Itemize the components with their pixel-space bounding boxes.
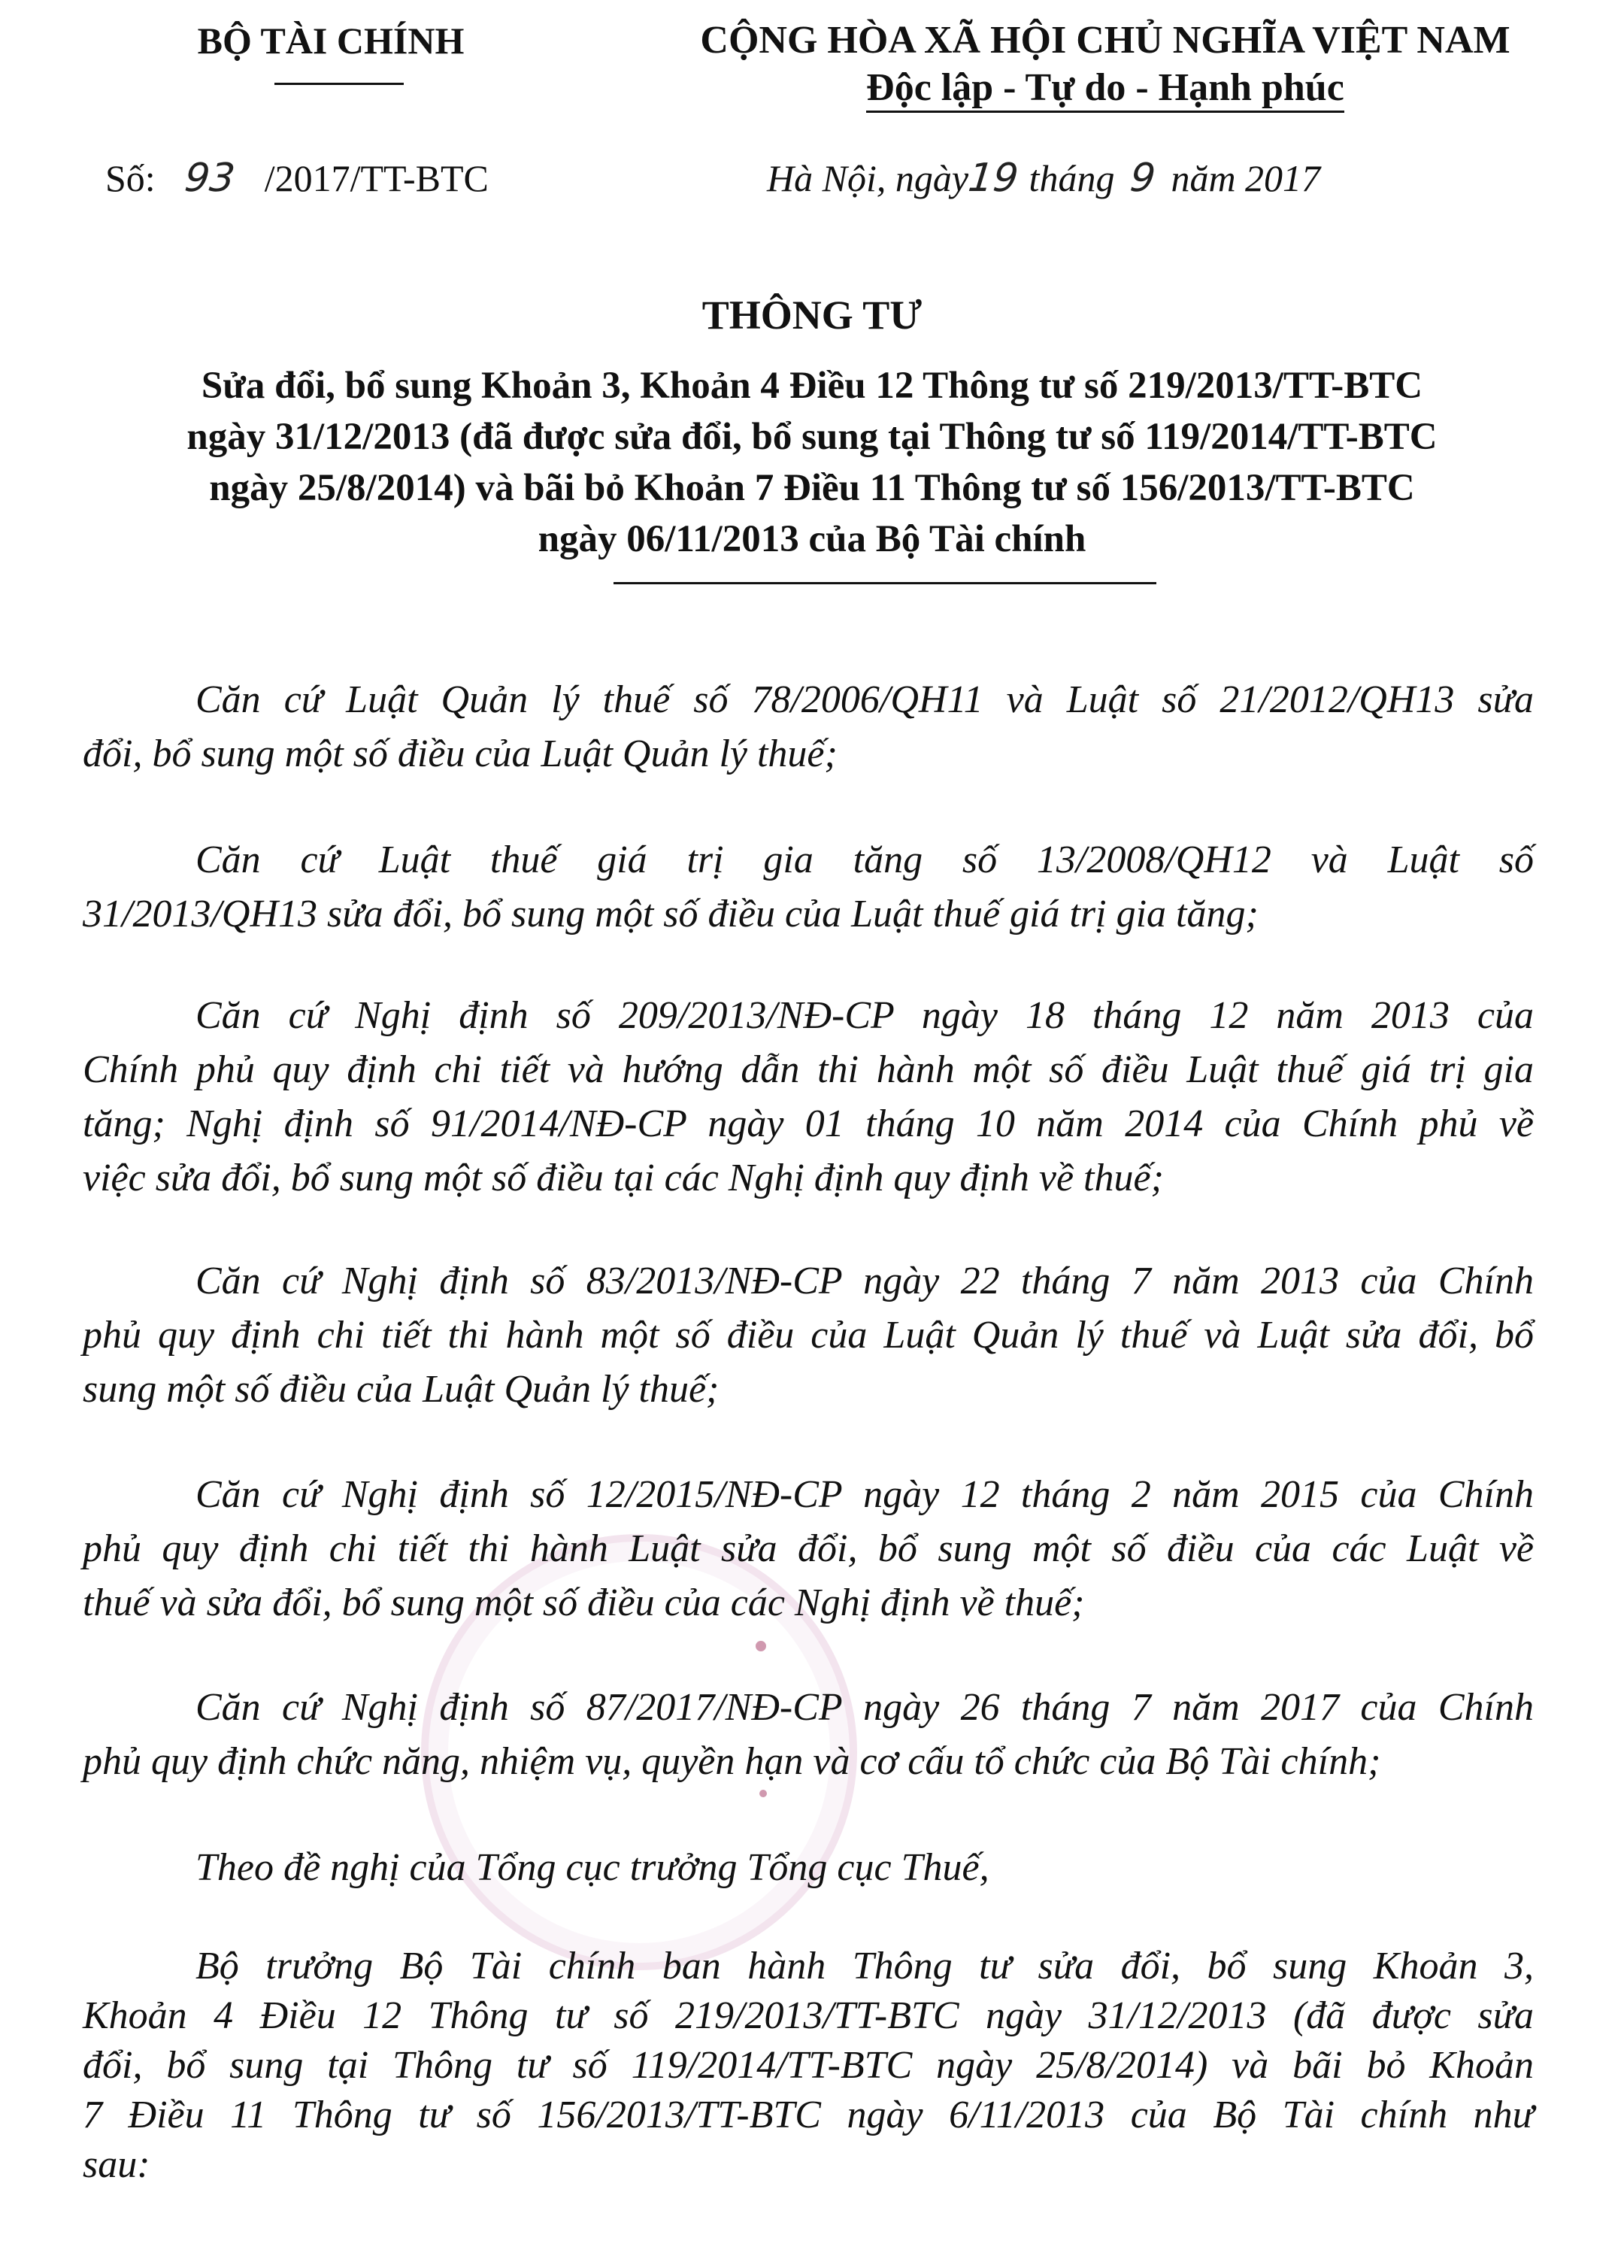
body-paragraph [83,1841,1534,1895]
paragraph-line: Căn cứ Luật thuế giá trị gia tăng số 13/2008/QH12 và Luật số [195,838,1534,881]
body-paragraph [83,1942,1534,2190]
body-paragraph [83,989,1534,1205]
paragraph-line: Căn cứ Luật Quản lý thuế số 78/2006/QH11 và Luật số 21/2012/QH13 sửa [195,678,1534,721]
subject-line: Sửa đổi, bổ sung Khoản 3, Khoản 4 Điều 12 Thông tư số 219/2013/TT-BTC [201,365,1423,407]
doc-number-suffix: /2017/TT-BTC [264,157,489,199]
body-paragraph [83,673,1534,781]
subject-line: ngày 25/8/2014) và bãi bỏ Khoản 7 Điều 11 Thông tư số 156/2013/TT-BTC [209,467,1415,509]
doc-number-prefix: Số: [105,157,156,199]
doc-number-handwritten: 93 [182,156,238,201]
paragraph-line: Khoản 4 Điều 12 Thông tư số 219/2013/TT-BTC ngày 31/12/2013 (đã được sửa [83,1994,1534,2037]
title-underline [614,582,1156,584]
paragraph-line: sau: [83,2143,150,2186]
paragraph-line: Căn cứ Nghị định số 83/2013/NĐ-CP ngày 22 tháng 7 năm 2013 của Chính [195,1260,1534,1302]
issuing-ministry: BỘ TÀI CHÍNH [197,20,465,62]
paragraph-line: Căn cứ Nghị định số 209/2013/NĐ-CP ngày 18 tháng 12 năm 2013 của [195,994,1534,1037]
place-and-date [767,154,1320,202]
document-type: THÔNG TƯ [701,293,923,338]
paragraph-line: phủ quy định chi tiết thi hành một số điều của Luật Quản lý thuế và Luật sửa đổi, bổ [83,1314,1534,1357]
paragraph-line: sung một số điều của Luật Quản lý thuế; [83,1368,720,1411]
paragraph-line: 31/2013/QH13 sửa đổi, bổ sung một số điều của Luật thuế giá trị gia tăng; [83,893,1259,935]
ministry-underline [274,83,404,85]
paragraph-line: Chính phủ quy định chi tiết và hướng dẫn thi hành một số điều Luật thuế giá trị gia [83,1048,1534,1091]
paragraph-line: 7 Điều 11 Thông tư số 156/2013/TT-BTC ngày 6/11/2013 của Bộ Tài chính như [83,2094,1534,2136]
place-date-prefix: Hà Nội, ngày [767,157,969,199]
subject-line: ngày 31/12/2013 (đã được sửa đổi, bổ sung tại Thông tư số 119/2014/TT-BTC [186,416,1438,458]
day-handwritten: 19 [965,156,1021,201]
national-motto [662,64,1549,112]
body-paragraph [83,833,1534,941]
paragraph-line: Bộ trưởng Bộ Tài chính ban hành Thông tư sửa đổi, bổ sung Khoản 3, [195,1945,1534,1988]
paragraph-line: đổi, bổ sung một số điều của Luật Quản lý thuế; [83,732,838,775]
subject-line: ngày 06/11/2013 của Bộ Tài chính [538,518,1086,560]
year-text: năm 2017 [1171,157,1321,199]
paragraph-line: đổi, bổ sung tại Thông tư số 119/2014/TT-BTC ngày 25/8/2014) và bãi bỏ Khoản [83,2044,1534,2087]
paragraph-line: phủ quy định chi tiết thi hành Luật sửa đổi, bổ sung một số điều của các Luật về [83,1527,1534,1570]
body-paragraph [83,1681,1534,1789]
paragraph-line: việc sửa đổi, bổ sung một số điều tại các Nghị định quy định về thuế; [83,1157,1164,1199]
paragraph-line: Căn cứ Nghị định số 12/2015/NĐ-CP ngày 12 tháng 2 năm 2015 của Chính [195,1473,1534,1516]
national-title: CỘNG HÒA XÃ HỘI CHỦ NGHĨA VIỆT NAM [700,19,1510,62]
body-paragraph [83,1468,1534,1630]
month-label: tháng [1029,157,1115,199]
paragraph-line: Căn cứ Nghị định số 87/2017/NĐ-CP ngày 26 tháng 7 năm 2017 của Chính [195,1686,1534,1729]
document-subject [75,360,1549,565]
month-handwritten: 9 [1128,156,1158,201]
document-number [105,154,489,202]
body-paragraph [83,1254,1534,1417]
paragraph-line: tăng; Nghị định số 91/2014/NĐ-CP ngày 01 tháng 10 năm 2014 của Chính phủ về [83,1102,1534,1145]
seal-ink-mark [756,1641,766,1651]
paragraph-line: thuế và sửa đổi, bổ sung một số điều của các Nghị định về thuế; [83,1581,1085,1624]
seal-ink-mark [759,1790,767,1797]
paragraph-line: Theo đề nghị của Tổng cục trưởng Tổng cục Thuế, [195,1846,989,1889]
paragraph-line: phủ quy định chức năng, nhiệm vụ, quyền hạn và cơ cấu tổ chức của Bộ Tài chính; [83,1740,1381,1783]
motto-text: Độc lập - Tự do - Hạnh phúc [866,66,1344,113]
